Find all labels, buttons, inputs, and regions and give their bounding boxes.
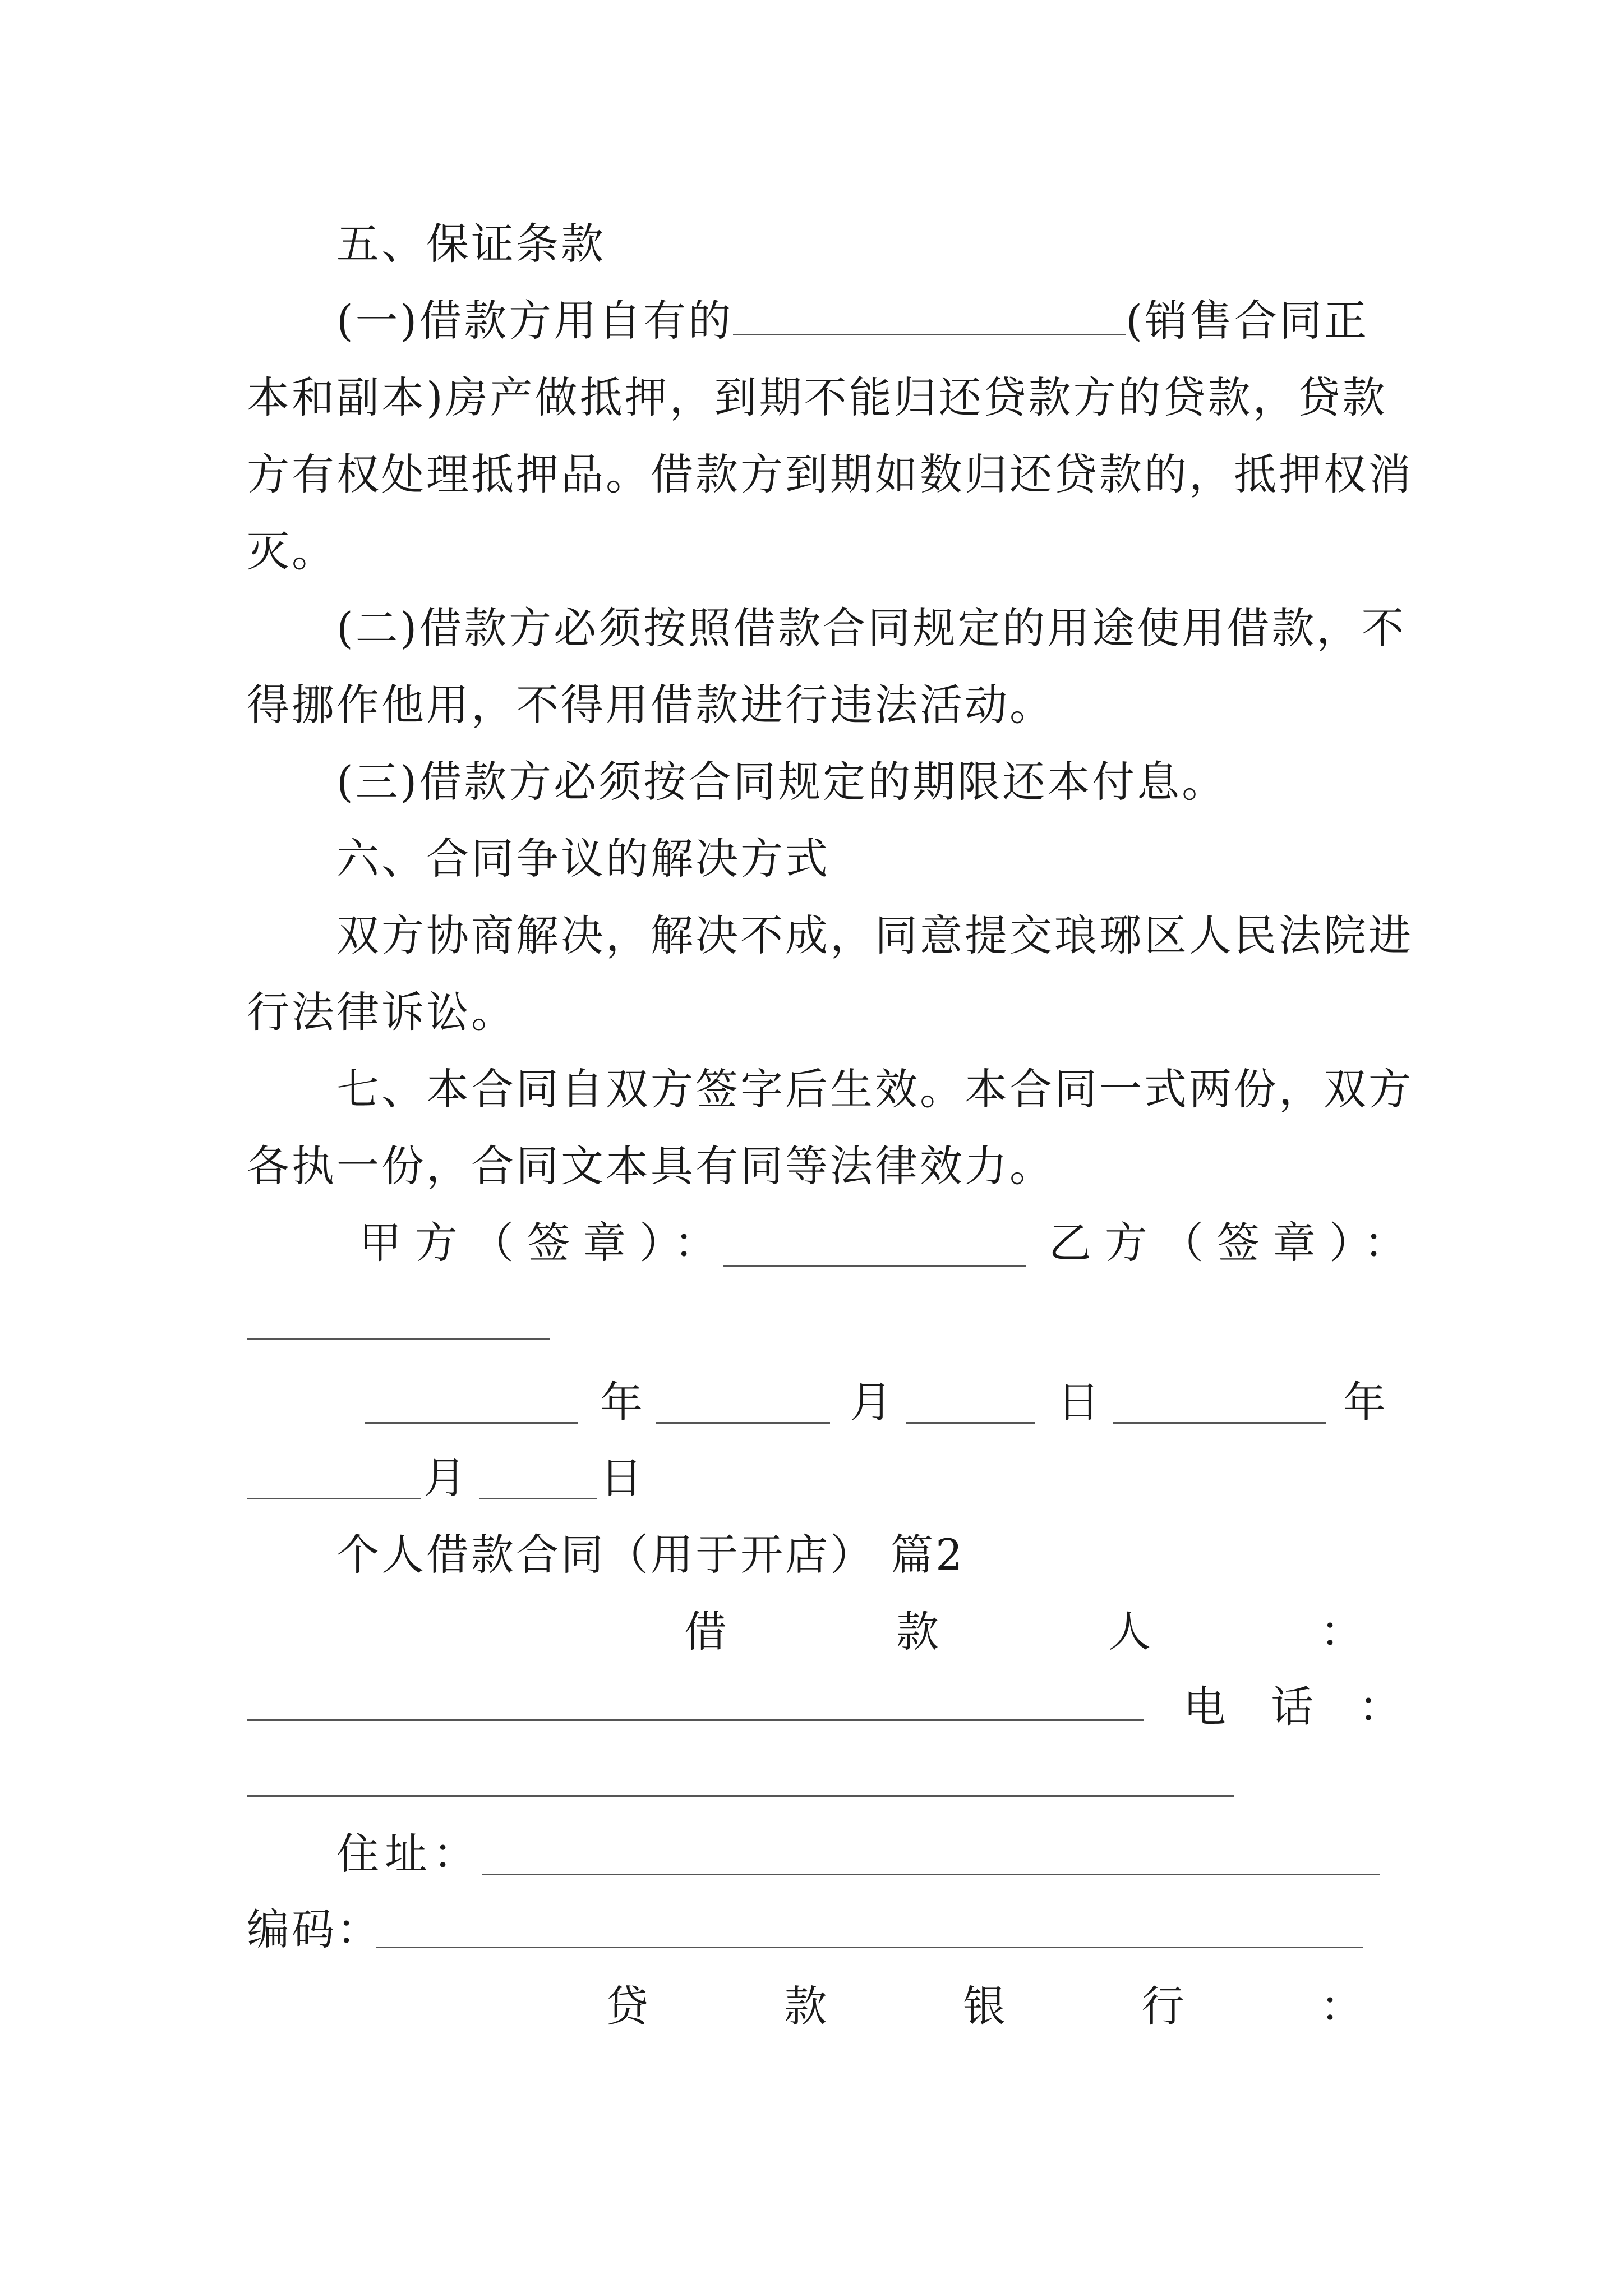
party-b-signature-line[interactable] [247,1338,550,1340]
clause-line [336,296,1369,346]
month-label: 月 [850,1377,895,1427]
clause-line: (二)借款方必须按照借款合同规定的用途使用借款，不 [336,603,1407,653]
party-a-signature-line[interactable] [723,1265,1026,1267]
label-char: 人 [1108,1607,1151,1657]
day-label: 日 [600,1453,645,1503]
party-a-year-blank[interactable] [365,1422,578,1424]
clause-line: (三)借款方必须按合同规定的期限还本付息。 [336,757,1227,807]
party-b-month-blank[interactable] [247,1498,421,1499]
party-b-label: 乙方（签章）： [1049,1218,1420,1268]
clause-line: 得挪作他用，不得用借款进行违法活动。 [247,680,1054,730]
borrower-field-line[interactable] [247,1719,1144,1721]
contract-title: 个人借款合同（用于开店） 篇2 [336,1530,965,1580]
year-label: 年 [1343,1377,1388,1427]
clause-line: 各执一份，合同文本具有同等法律效力。 [247,1141,1054,1191]
clause-line: 七、本合同自双方签字后生效。本合同一式两份，双方 [336,1064,1413,1114]
borrower-label [684,1607,1363,1657]
label-char: 借 [684,1607,727,1657]
lender-label [606,1981,1363,2032]
year-label: 年 [600,1377,645,1427]
party-a-day-blank[interactable] [906,1422,1035,1424]
day-label: 日 [1057,1377,1102,1427]
postcode-label: 编码： [247,1904,381,1954]
clause-line: 双方协商解决，解决不成，同意提交琅琊区人民法院进 [336,910,1413,960]
address-label: 住址： [336,1829,481,1879]
section-heading: 六、合同争议的解决方式 [336,834,830,884]
label-char: 行 [1141,1981,1184,2031]
phone-label: 电 话 ： [1183,1682,1417,1732]
fill-in-blank[interactable] [733,300,1126,335]
section-heading: 五、保证条款 [336,219,606,269]
clause-line: 方有权处理抵押品。借款方到期如数归还贷款的，抵押权消 [247,449,1413,499]
party-a-month-blank[interactable] [656,1422,830,1424]
clause-line: 灭。 [247,526,336,576]
phone-field-line[interactable] [247,1795,1234,1797]
clause-text: (销售合同正 [1126,296,1369,346]
label-char: 银 [963,1981,1006,2031]
clause-line: 本和副本)房产做抵押，到期不能归还贷款方的贷款，贷款 [247,372,1387,422]
label-char: 款 [784,1981,827,2031]
clause-text: (一)借款方用自有的 [336,296,734,346]
party-b-day-blank[interactable] [479,1498,597,1499]
label-char: ： [1320,1607,1363,1657]
label-char: 款 [896,1607,939,1657]
party-a-label: 甲方（签章）： [359,1218,730,1268]
party-b-year-blank[interactable] [1113,1422,1326,1424]
label-char: ： [1320,1981,1363,2031]
address-field-line[interactable] [482,1874,1380,1875]
month-label: 月 [423,1453,468,1503]
postcode-field-line[interactable] [376,1947,1363,1948]
label-char: 贷 [606,1981,648,2031]
clause-line: 行法律诉讼。 [247,987,516,1037]
